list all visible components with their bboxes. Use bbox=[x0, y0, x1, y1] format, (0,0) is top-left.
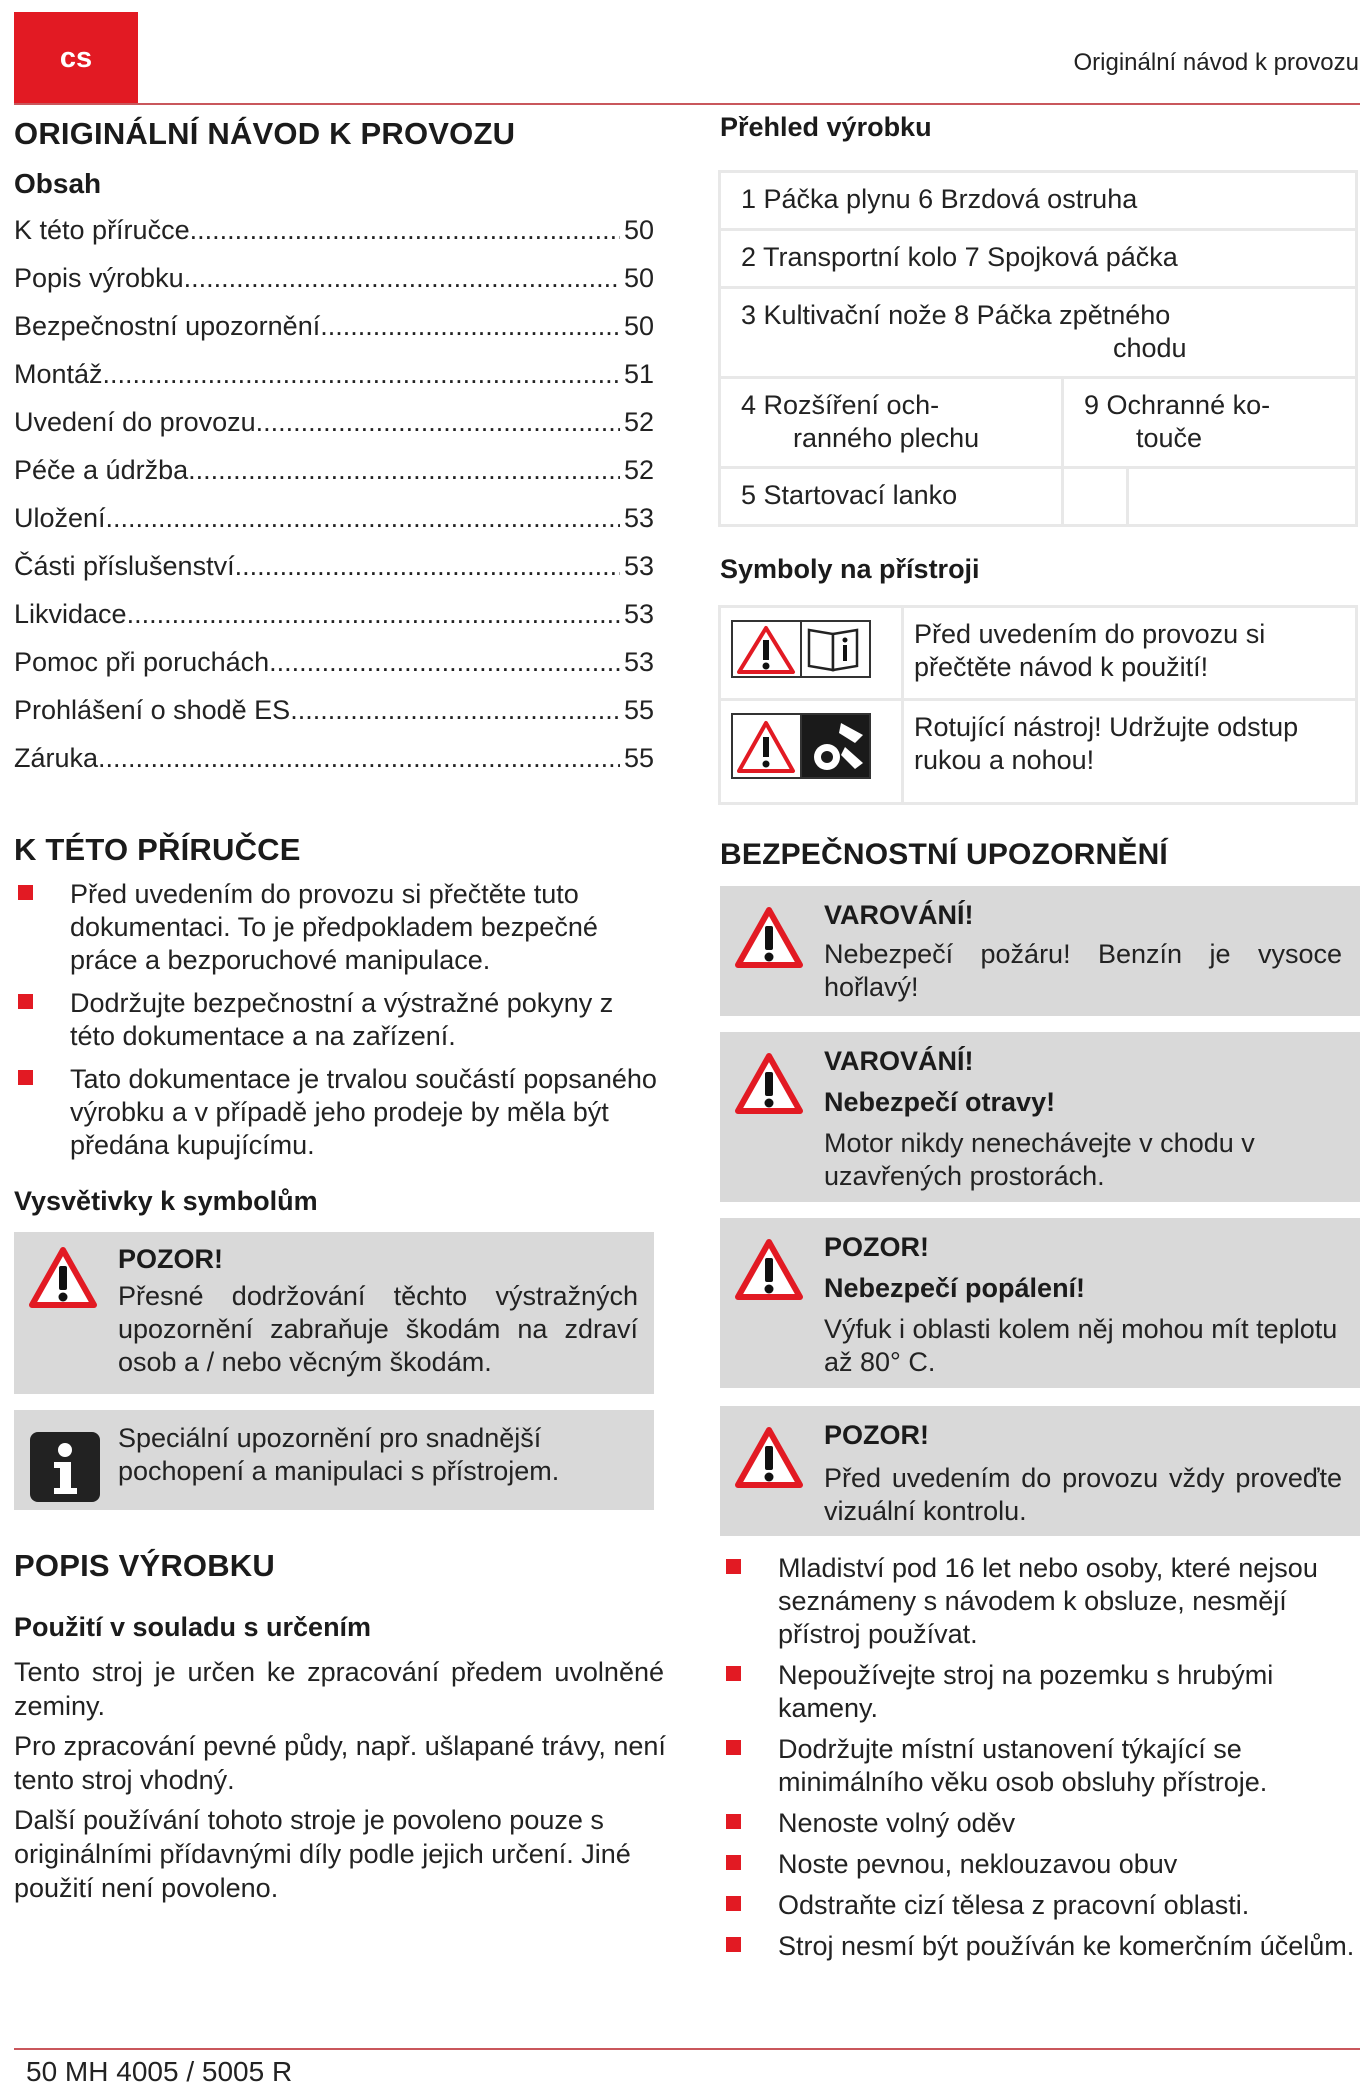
toc-title: Bezpečnostní upozornění bbox=[14, 311, 321, 341]
toc-page: 52 bbox=[623, 407, 654, 437]
header-title: Originální návod k provozu bbox=[1073, 49, 1359, 76]
table-of-contents bbox=[14, 215, 654, 791]
toc-page: 50 bbox=[623, 311, 654, 341]
overview-empty-cell bbox=[1063, 468, 1128, 526]
toc-row[interactable] bbox=[14, 311, 654, 359]
warning-title: POZOR! bbox=[824, 1232, 929, 1262]
toc-page: 55 bbox=[623, 743, 654, 773]
overview-line: ranného plechu bbox=[793, 423, 980, 453]
about-heading: K TÉTO PŘÍRUČCE bbox=[14, 832, 301, 867]
warning-text: Před uvedením do provozu vždy proveďte vizuální kontrolu. bbox=[824, 1463, 1342, 1526]
caution-text: Přesné dodržování těchto výstražných upozornění zabraňuje škodám na zdraví osob a / nebo věcným škodám. bbox=[118, 1281, 638, 1377]
toc-title: Montáž bbox=[14, 359, 103, 389]
device-symbols-table bbox=[718, 605, 1358, 805]
warning-note bbox=[720, 1218, 1360, 1388]
toc-page: 53 bbox=[623, 551, 654, 581]
product-overview-table bbox=[718, 170, 1358, 527]
toc-title: Uložení bbox=[14, 503, 106, 533]
bullet-square-icon bbox=[18, 885, 33, 900]
toc-page: 55 bbox=[623, 695, 654, 725]
toc-title: Uvedení do provozu bbox=[14, 407, 256, 437]
about-bullets bbox=[14, 878, 664, 1162]
toc-row[interactable] bbox=[14, 599, 654, 647]
warning-title: VAROVÁNÍ! bbox=[824, 900, 974, 930]
toc-row[interactable] bbox=[14, 263, 654, 311]
symbols-heading: Vysvětivky k symbolům bbox=[14, 1186, 318, 1216]
toc-row[interactable] bbox=[14, 743, 654, 791]
toc-title: Části příslušenství bbox=[14, 551, 235, 581]
list-item: Nepoužívejte stroj na pozemku s hrubými kameny. bbox=[722, 1659, 1366, 1725]
toc-title: Popis výrobku bbox=[14, 263, 184, 293]
warning-title: VAROVÁNÍ! bbox=[824, 1046, 974, 1076]
warning-note bbox=[720, 1032, 1360, 1202]
info-note bbox=[14, 1410, 654, 1510]
warning-subtitle: Nebezpečí otravy! bbox=[824, 1087, 1056, 1117]
overview-line: 9 Ochranné ko- bbox=[1084, 390, 1271, 420]
warning-triangle-icon bbox=[734, 906, 804, 970]
list-item: Dodržujte bezpečnostní a výstražné pokyny z této dokumentace a na zařízení. bbox=[14, 987, 664, 1053]
overview-cell bbox=[1063, 378, 1357, 468]
toc-title: Péče a údržba bbox=[14, 455, 189, 485]
main-title: ORIGINÁLNÍ NÁVOD K PROVOZU bbox=[14, 116, 516, 151]
symbol-text-cell: Před uvedením do provozu si přečtěte návod k použití! bbox=[903, 607, 1357, 700]
footer-model: 50 MH 4005 / 5005 R bbox=[26, 2056, 293, 2087]
bullet-square-icon bbox=[18, 994, 33, 1009]
bullet-square-icon bbox=[726, 1666, 741, 1681]
overview-cell: 2 Transportní kolo 7 Spojková páčka bbox=[720, 230, 1357, 288]
list-item: Mladiství pod 16 let nebo osoby, které nejsou seznámeny s návodem k obsluze, nesmějí přístroj používat. bbox=[722, 1552, 1366, 1651]
list-item: Tato dokumentace je trvalou součástí popsaného výrobku a v případě jeho prodeje by měla být předána kupujícímu. bbox=[14, 1063, 664, 1162]
bullet-square-icon bbox=[18, 1070, 33, 1085]
toc-page: 51 bbox=[623, 359, 654, 389]
overview-line: touče bbox=[1136, 423, 1203, 453]
warning-text: Nebezpečí požáru! Benzín je vysoce hořlavý! bbox=[824, 939, 1342, 1002]
warning-triangle-icon bbox=[734, 1426, 804, 1490]
list-item: Dodržujte místní ustanovení týkající se minimálního věku osob obsluhy přístroje. bbox=[722, 1733, 1366, 1799]
toc-page: 50 bbox=[623, 263, 654, 293]
toc-row[interactable] bbox=[14, 503, 654, 551]
toc-page: 52 bbox=[623, 455, 654, 485]
toc-title: Záruka bbox=[14, 743, 99, 773]
bullet-square-icon bbox=[726, 1937, 741, 1952]
list-item: Nenoste volný oděv bbox=[722, 1807, 1366, 1840]
bullet-square-icon bbox=[726, 1896, 741, 1911]
header-divider bbox=[14, 103, 1360, 105]
info-icon bbox=[28, 1430, 102, 1504]
symbol-text-cell: Rotující nástroj! Udržujte odstup rukou a nohou! bbox=[903, 700, 1357, 804]
overview-empty-cell bbox=[1128, 468, 1357, 526]
footer-divider bbox=[14, 2048, 1360, 2050]
bullet-square-icon bbox=[726, 1740, 741, 1755]
list-item: Před uvedením do provozu si přečtěte tuto dokumentaci. To je předpokladem bezpečné práce a bezporuchové manipulace. bbox=[14, 878, 664, 977]
overview-cell bbox=[720, 378, 1063, 468]
symbol-cell bbox=[720, 700, 903, 804]
toc-heading: Obsah bbox=[14, 168, 102, 199]
toc-page: 50 bbox=[623, 215, 654, 245]
toc-row[interactable] bbox=[14, 407, 654, 455]
paragraph: Pro zpracování pevné půdy, např. ušlapané trávy, není tento stroj vhodný. bbox=[14, 1731, 666, 1795]
warning-and-rotating-tool-icon bbox=[731, 713, 871, 779]
overview-line: chodu bbox=[1113, 333, 1187, 363]
warning-text: Motor nikdy nenechávejte v chodu v uzavřených prostorách. bbox=[824, 1128, 1255, 1191]
warning-triangle-icon bbox=[734, 1238, 804, 1302]
toc-title: Pomoc při poruchách bbox=[14, 647, 270, 677]
paragraph: Další používání tohoto stroje je povoleno pouze s originálními přídavnými díly podle jejich určení. Jiné použití není povoleno. bbox=[14, 1805, 631, 1903]
toc-row[interactable] bbox=[14, 695, 654, 743]
safety-bullets bbox=[722, 1552, 1366, 1963]
warning-title: POZOR! bbox=[824, 1420, 929, 1450]
warning-note bbox=[720, 886, 1360, 1016]
product-heading: POPIS VÝROBKU bbox=[14, 1548, 275, 1583]
symbol-cell bbox=[720, 607, 903, 700]
overview-cell bbox=[720, 288, 1357, 378]
warning-and-manual-icon bbox=[731, 620, 871, 678]
toc-title: Likvidace bbox=[14, 599, 127, 629]
caution-note bbox=[14, 1232, 654, 1394]
list-item: Odstraňte cizí tělesa z pracovní oblasti. bbox=[722, 1889, 1366, 1922]
bullet-square-icon bbox=[726, 1559, 741, 1574]
caution-title: POZOR! bbox=[118, 1244, 223, 1274]
toc-row[interactable] bbox=[14, 215, 654, 263]
toc-page: 53 bbox=[623, 647, 654, 677]
toc-page: 53 bbox=[623, 503, 654, 533]
info-text: Speciální upozornění pro snadnější pochopení a manipulaci s přístrojem. bbox=[118, 1423, 560, 1486]
overview-line: 4 Rozšíření och- bbox=[741, 390, 940, 420]
warning-subtitle: Nebezpečí popálení! bbox=[824, 1273, 1086, 1303]
intended-use-heading: Použití v souladu s určením bbox=[14, 1612, 372, 1642]
toc-row[interactable] bbox=[14, 455, 654, 503]
warning-text: Výfuk i oblasti kolem něj mohou mít teplotu až 80° C. bbox=[824, 1314, 1338, 1377]
warning-triangle-icon bbox=[28, 1246, 98, 1310]
bullet-square-icon bbox=[726, 1855, 741, 1870]
overview-line: 3 Kultivační nože 8 Páčka zpětného bbox=[741, 300, 1171, 330]
overview-heading: Přehled výrobku bbox=[720, 112, 932, 142]
toc-title: K této příručce bbox=[14, 215, 190, 245]
overview-cell: 1 Páčka plynu 6 Brzdová ostruha bbox=[720, 172, 1357, 230]
toc-row[interactable] bbox=[14, 647, 654, 695]
device-symbols-heading: Symboly na přístroji bbox=[720, 554, 980, 584]
safety-heading: BEZPEČNOSTNÍ UPOZORNĚNÍ bbox=[720, 838, 1168, 871]
overview-cell: 5 Startovací lanko bbox=[720, 468, 1063, 526]
bullet-square-icon bbox=[726, 1814, 741, 1829]
toc-row[interactable] bbox=[14, 551, 654, 599]
toc-title: Prohlášení o shodě ES bbox=[14, 695, 291, 725]
paragraph: Tento stroj je určen ke zpracování předem uvolněné zeminy. bbox=[14, 1657, 664, 1721]
list-item: Stroj nesmí být používán ke komerčním účelům. bbox=[722, 1930, 1366, 1963]
toc-page: 53 bbox=[623, 599, 654, 629]
warning-triangle-icon bbox=[734, 1052, 804, 1116]
language-badge: cs bbox=[14, 12, 138, 104]
toc-row[interactable] bbox=[14, 359, 654, 407]
warning-note bbox=[720, 1406, 1360, 1536]
list-item: Noste pevnou, neklouzavou obuv bbox=[722, 1848, 1366, 1881]
